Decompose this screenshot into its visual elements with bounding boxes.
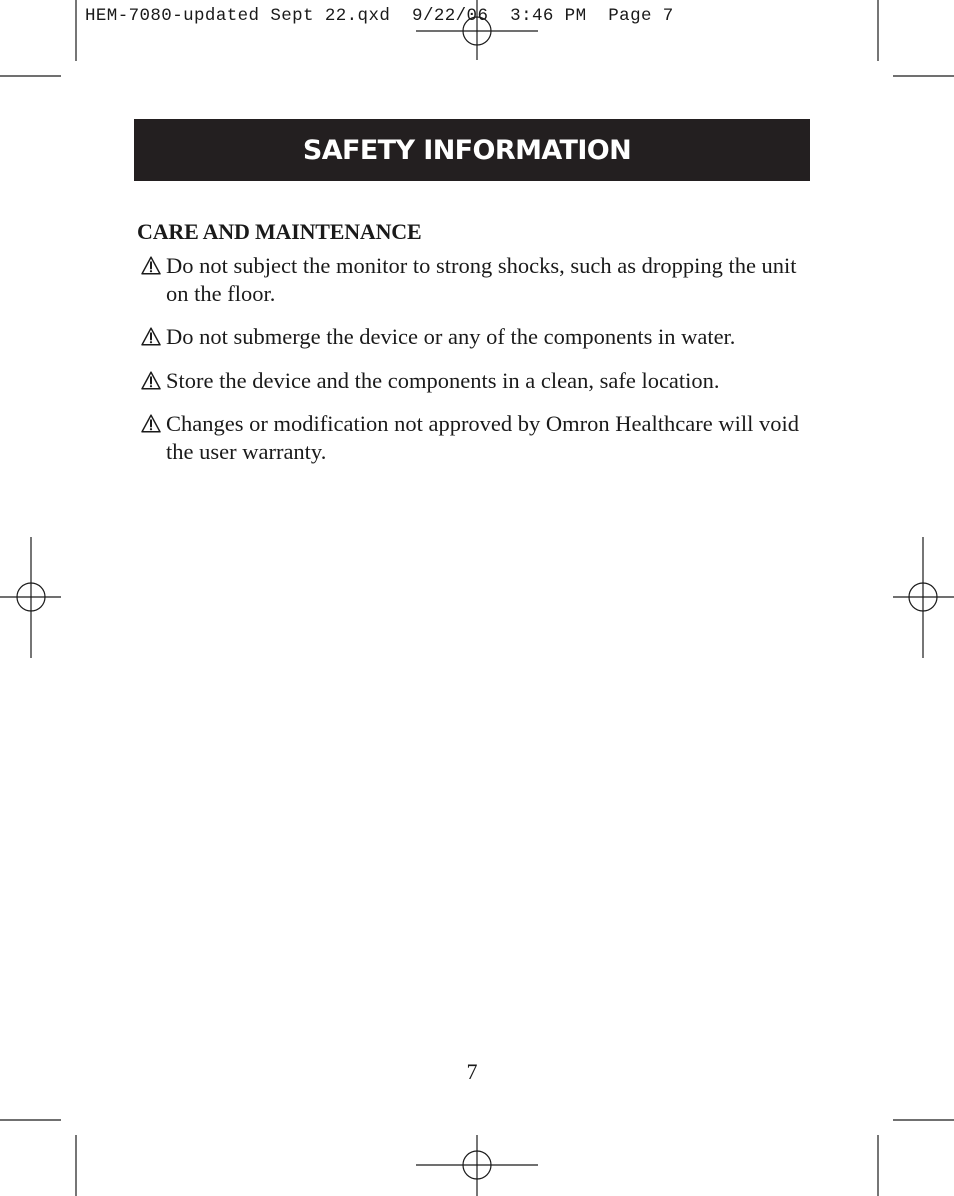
list-item — [141, 367, 821, 395]
list-item — [141, 323, 821, 351]
list-item-text: Store the device and the components in a clean, safe location. — [166, 368, 720, 393]
page-number: 7 — [466, 1059, 478, 1084]
title-banner — [134, 119, 810, 181]
list-item-text: Do not subject the monitor to strong shocks, such as dropping the unit on the floor. — [166, 253, 797, 306]
list-item-text: Changes or modification not approved by Omron Healthcare will void the user warranty. — [166, 411, 799, 464]
print-slug: HEM-7080-updated Sept 22.qxd 9/22/06 3:46 PM Page 7 — [85, 6, 674, 26]
warning-triangle-icon — [141, 256, 161, 275]
list-item-text: Do not submerge the device or any of the components in water. — [166, 324, 736, 349]
warning-triangle-icon — [141, 371, 161, 390]
warning-triangle-icon — [141, 414, 161, 433]
list-item — [141, 252, 821, 308]
page-title: SAFETY INFORMATION — [302, 134, 632, 166]
section-heading: CARE AND MAINTENANCE — [137, 219, 422, 244]
list-item — [141, 410, 821, 466]
warning-triangle-icon — [141, 327, 161, 346]
